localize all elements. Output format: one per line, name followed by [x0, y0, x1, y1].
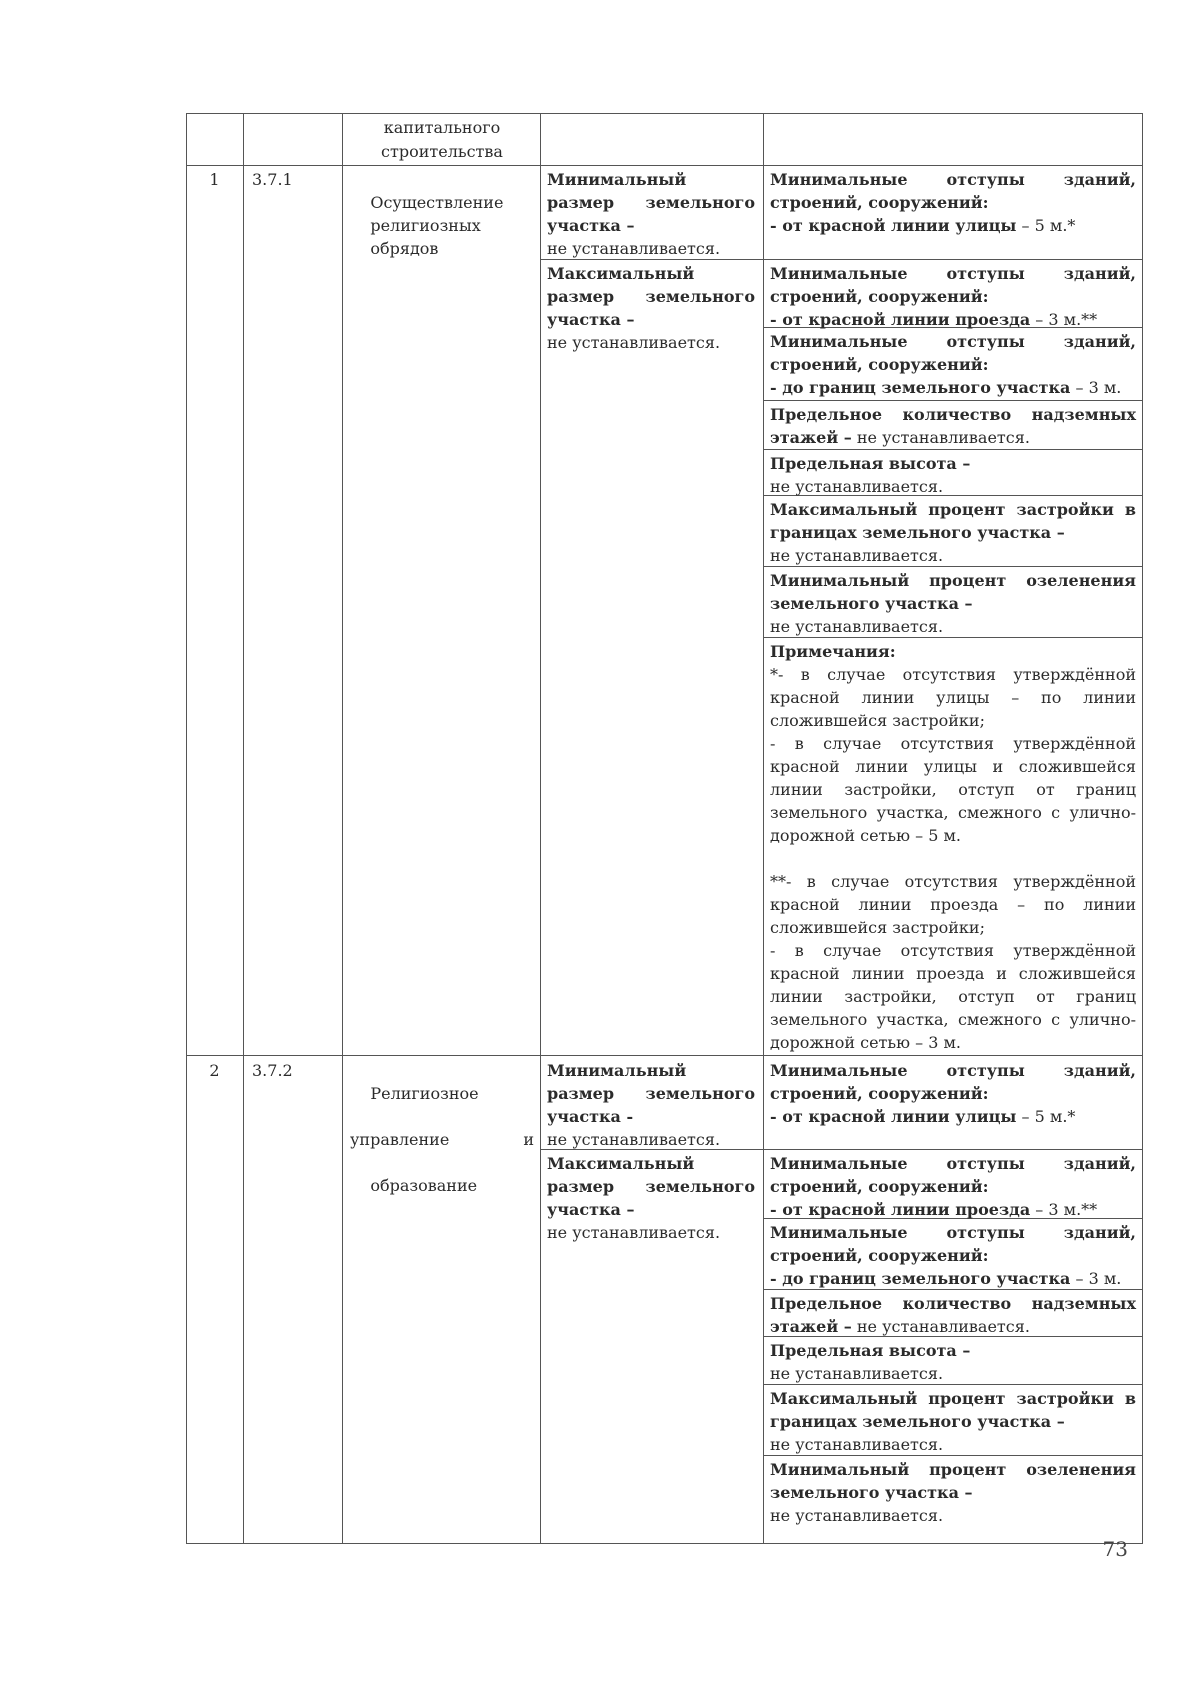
param-title: Минимальные отступы зданий, строений, сооружений:	[770, 1223, 1142, 1265]
min-size-cell	[547, 168, 761, 260]
param-title: Предельное количество надземных этажей –	[770, 1294, 1142, 1336]
max-size-title: Максимальный размер земельного участка –	[547, 1154, 761, 1219]
param-title: Максимальный процент застройки в границах земельного участка –	[770, 1389, 1142, 1431]
header-col3-text: капитального строительства	[381, 118, 506, 161]
param-setback-passage	[770, 1152, 1142, 1221]
max-size-cell	[547, 1152, 761, 1244]
param-setback-passage	[770, 262, 1142, 331]
param-height	[770, 1339, 1136, 1385]
param-suffix: – 5 м.*	[1016, 1107, 1076, 1126]
name-line: религиозных	[370, 216, 481, 235]
row-number: 1	[209, 170, 220, 189]
r1-param-divider-1	[763, 259, 1143, 260]
row-code: 3.7.1	[252, 170, 293, 189]
page-number: 73	[1102, 1537, 1128, 1561]
param-title: Предельная высота –	[770, 1341, 971, 1360]
param-title: Минимальные отступы зданий, строений, сооружений:	[770, 332, 1142, 374]
min-size-cell	[547, 1059, 761, 1151]
r2-param-divider-1	[763, 1149, 1143, 1150]
name-word: управление	[350, 1130, 450, 1149]
param-title: Предельная высота –	[770, 454, 971, 473]
r1-param-divider-3	[763, 400, 1143, 401]
param-value: - от красной линии улицы	[770, 216, 1017, 235]
notes-paragraph: **- в случае отсутствия утверждённой красной линии проезда – по линии сложившейся застройки;	[770, 872, 1142, 937]
param-min-greenery	[770, 1458, 1142, 1527]
param-title: Минимальный процент озеленения земельного участка –	[770, 1460, 1142, 1502]
param-value: не устанавливается.	[851, 428, 1030, 447]
param-value: - до границ земельного участка	[770, 1269, 1071, 1288]
param-value: - до границ земельного участка	[770, 378, 1071, 397]
param-max-coverage	[770, 1387, 1142, 1456]
name-line	[350, 1128, 534, 1151]
param-title: Минимальные отступы зданий, строений, сооружений:	[770, 1154, 1142, 1196]
name-line: Религиозное	[370, 1084, 479, 1103]
row-code: 3.7.2	[252, 1061, 293, 1080]
param-min-greenery	[770, 569, 1142, 638]
min-size-title: Минимальный размер земельного участка –	[547, 170, 761, 235]
max-size-title: Максимальный размер земельного участка –	[547, 264, 761, 329]
min-size-value: не устанавливается.	[547, 239, 721, 258]
name-word: и	[523, 1130, 534, 1149]
row-divider-header	[186, 165, 1143, 166]
param-max-coverage	[770, 498, 1142, 567]
param-value: не устанавливается.	[770, 1435, 944, 1454]
min-size-value: не устанавливается.	[547, 1130, 721, 1149]
param-floors	[770, 403, 1142, 449]
param-value: не устанавливается.	[770, 546, 944, 565]
max-size-value: не устанавливается.	[547, 1223, 721, 1242]
notes-title: Примечания:	[770, 642, 896, 661]
max-size-cell	[547, 262, 761, 354]
param-title: Минимальные отступы зданий, строений, сооружений:	[770, 170, 1142, 212]
param-value: не устанавливается.	[770, 1364, 944, 1383]
param-value: не устанавливается.	[770, 1506, 944, 1525]
param-value: - от красной линии проезда	[770, 1200, 1031, 1219]
param-value: не устанавливается.	[770, 617, 944, 636]
row-divider-1-2	[186, 1055, 1143, 1056]
notes-paragraph: - в случае отсутствия утверждённой красной линии улицы и сложившейся линии застройки, отступ от границ земельного участка, смежного с улично-дорожной сетью – 5 м.	[770, 734, 1142, 845]
col-divider-3	[540, 113, 541, 1544]
row-name	[350, 168, 536, 283]
param-title: Минимальные отступы зданий, строений, сооружений:	[770, 1061, 1142, 1103]
row-name	[350, 1059, 534, 1220]
name-line: обрядов	[370, 239, 439, 258]
param-suffix: – 3 м.**	[1030, 310, 1098, 329]
notes-cell	[770, 640, 1142, 847]
param-value: не устанавливается.	[770, 477, 944, 496]
param-setback-boundary	[770, 330, 1142, 399]
param-setback-street	[770, 1059, 1142, 1128]
param-title: Минимальные отступы зданий, строений, сооружений:	[770, 264, 1142, 306]
col-divider-2	[342, 113, 343, 1544]
param-title: Максимальный процент застройки в границах земельного участка –	[770, 500, 1142, 542]
param-suffix: – 3 м.	[1070, 1269, 1122, 1288]
param-setback-street	[770, 168, 1142, 237]
param-title: Минимальный процент озеленения земельного участка –	[770, 571, 1142, 613]
name-line: Осуществление	[370, 193, 504, 212]
param-value: не устанавливается.	[851, 1317, 1030, 1336]
notes-cell-2	[770, 870, 1142, 1054]
param-value: - от красной линии проезда	[770, 310, 1031, 329]
param-suffix: – 3 м.**	[1030, 1200, 1098, 1219]
min-size-title: Минимальный размер земельного участка -	[547, 1061, 761, 1126]
param-suffix: – 3 м.	[1070, 378, 1122, 397]
name-line: образование	[370, 1176, 478, 1195]
param-title: Предельное количество надземных этажей –	[770, 405, 1142, 447]
param-suffix: – 5 м.*	[1016, 216, 1076, 235]
param-floors	[770, 1292, 1142, 1338]
row-number: 2	[209, 1061, 220, 1080]
notes-paragraph: - в случае отсутствия утверждённой красной линии проезда и сложившейся линии застройки, отступ от границ земельного участка, смежного с улично-дорожной сетью – 3 м.	[770, 941, 1142, 1052]
param-setback-boundary	[770, 1221, 1142, 1290]
r1-param-divider-4	[763, 449, 1143, 450]
notes-paragraph: *- в случае отсутствия утверждённой красной линии улицы – по линии сложившейся застройки;	[770, 665, 1142, 730]
col-divider-1	[243, 113, 244, 1544]
max-size-value: не устанавливается.	[547, 333, 721, 352]
param-value: - от красной линии улицы	[770, 1107, 1017, 1126]
param-height	[770, 452, 1136, 498]
